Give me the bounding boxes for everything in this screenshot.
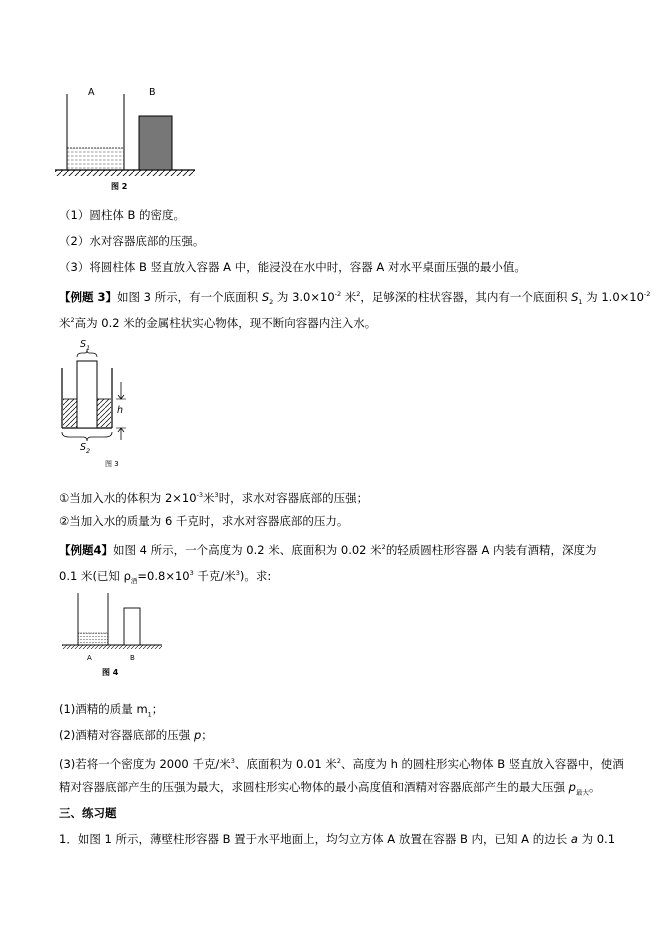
figure-3-label-s2: $S_2$ — [80, 442, 91, 455]
exercise-1-text: 1．如图 1 所示，薄壁柱形容器 B 置于水平地面上，均匀立方体 A 放置在容器 B 内，已知 A 的边长 a 为 0.1 — [59, 832, 616, 846]
example-4-line-1: 【例题4】如图 4 所示，一个高度为 0.2 米、底面积为 0.02 米$^2$的轻质圆柱形容器 A 内装有酒精，深度为 — [59, 542, 597, 557]
section-3-title: 三、练习题 — [59, 806, 117, 820]
question-ex4-2: (2)酒精对容器底部的压强 p； — [59, 728, 213, 742]
figure-4-diagram — [62, 590, 162, 655]
figure-3-caption: 图 3 — [105, 460, 119, 468]
question-ex4-1: (1)酒精的质量 $m_1$； — [59, 702, 164, 719]
figure-3-label-s1: $S_1$ — [80, 339, 91, 352]
figure-4-caption: 图 4 — [102, 668, 119, 677]
question-ex2-3: （3）将圆柱体 B 竖直放入容器 A 中，能浸没在水中时，容器 A 对水平桌面压强的最小值。 — [59, 260, 526, 274]
figure-3-diagram — [55, 338, 145, 458]
question-ex3-2: ②当加入水的质量为 6 千克时，求水对容器底部的压力。 — [59, 514, 349, 528]
figure-2-diagram — [55, 82, 195, 182]
example-3-line-1: 【例题 3】如图 3 所示，有一个底面积 $S_2$ 为 $3.0\times 10^{-2}$ 米$^2$，足够深的柱状容器，其内有一个底面积 $S_1$ 为 $1.0\times 10^{-2}$ — [59, 289, 651, 307]
question-ex2-1: （1）圆柱体 B 的密度。 — [59, 208, 186, 222]
figure-4-label-a: A — [87, 654, 92, 662]
figure-2-label-a: A — [88, 87, 95, 98]
figure-2-label-b: B — [149, 87, 156, 98]
figure-4-label-b: B — [130, 654, 135, 662]
figure-2-caption: 图 2 — [111, 182, 128, 191]
figure-3-label-h: h — [117, 405, 124, 416]
example-4-line-2: 0.1 米(已知 $\rho_酒=0.8\times 10^3$ 千克/米$^3$)。求: — [59, 568, 272, 586]
example-4-tag: 【例题4】 — [59, 542, 114, 557]
question-ex4-3-line-1: (3)若将一个密度为 2000 千克/米$^3$、底面积为 0.01 米$^2$、高度为 h 的圆柱形实心物体 B 竖直放入容器中，使酒 — [59, 756, 624, 771]
question-ex2-2: （2）水对容器底部的压强。 — [59, 234, 205, 248]
question-ex4-3-line-2: 精对容器底部产生的压强为最大，求圆柱形实心物体的最小高度值和酒精对容器底部产生的最大压强 $p_{最大}$。 — [59, 780, 601, 797]
example-3-tag: 【例题 3】 — [59, 289, 118, 304]
example-3-line-2: 米$^2$高为 0.2 米的金属柱状实心物体，现不断向容器内注入水。 — [59, 315, 377, 330]
question-ex3-1: ①当加入水的体积为 $2\times 10^{-3}$米$^3$时，求水对容器底部的压强； — [59, 490, 369, 505]
